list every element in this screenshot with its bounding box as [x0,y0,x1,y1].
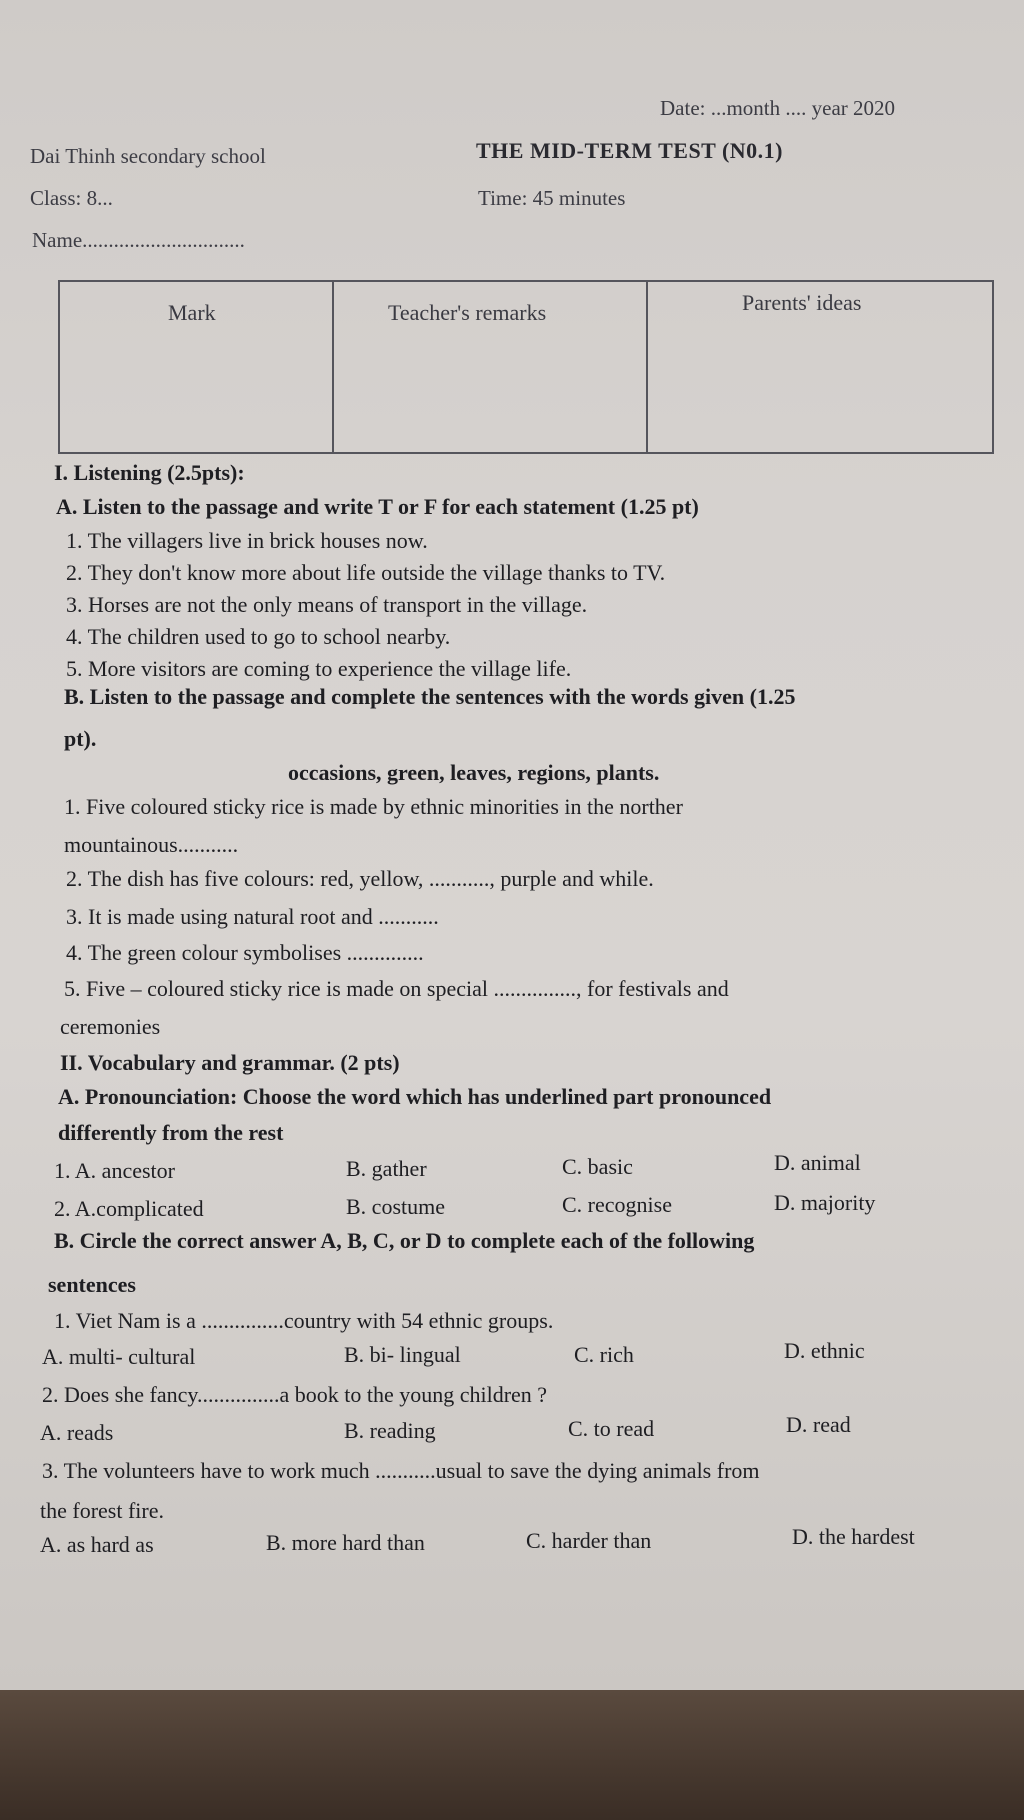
completion-item-cont: ceremonies [60,1014,161,1039]
grammar-q2: 2. Does she fancy...............a book to the young children ? [42,1382,548,1407]
grammar-q3-d: D. the hardest [792,1524,915,1549]
tf-item: 5. More visitors are coming to experience the village life. [66,656,572,681]
grammar-q2-d: D. read [786,1412,851,1437]
listening-b-instruction-cont: pt). [64,726,97,751]
test-title: THE MID-TERM TEST (N0.1) [476,138,784,163]
completion-item: 2. The dish has five colours: red, yellow, ..........., purple and while. [66,866,654,891]
completion-item: 5. Five – coloured sticky rice is made on special ..............., for festivals and [64,976,729,1001]
tf-item: 4. The children used to go to school nearby. [66,624,451,649]
teacher-remarks-label: Teacher's remarks [388,300,547,325]
listening-a-instruction: A. Listen to the passage and write T or F for each statement (1.25 pt) [56,494,699,519]
grammar-q1-d: D. ethnic [784,1338,865,1363]
grammar-q2-c: C. to read [568,1416,655,1441]
pron-q2-a: 2. A.complicated [54,1196,204,1221]
school-name: Dai Thinh secondary school [30,144,266,168]
grammar-q1-a: A. multi- cultural [42,1344,196,1369]
pron-q1-b: B. gather [346,1156,427,1181]
pronunciation-instruction-cont: differently from the rest [58,1120,284,1145]
completion-item-cont: mountainous........... [64,832,239,857]
grammar-q3-cont: the forest fire. [40,1498,164,1523]
completion-item: 3. It is made using natural root and ........... [66,904,439,929]
tf-item: 3. Horses are not the only means of transport in the village. [66,592,588,617]
grammar-q3-b: B. more hard than [266,1530,425,1555]
section-vocab-heading: II. Vocabulary and grammar. (2 pts) [60,1050,400,1075]
name-line: Name............................... [32,228,245,252]
mark-table [58,280,994,454]
grammar-q1-b: B. bi- lingual [344,1342,461,1367]
grammar-q1: 1. Viet Nam is a ...............country with 54 ethnic groups. [54,1308,554,1333]
pron-q1-d: D. animal [774,1150,861,1175]
grammar-instruction-cont: sentences [48,1272,136,1297]
grammar-q2-b: B. reading [344,1418,436,1443]
grammar-q3-a: A. as hard as [40,1532,154,1557]
pron-q1-a: 1. A. ancestor [54,1158,175,1183]
pron-q1-c: C. basic [562,1154,633,1179]
pronunciation-instruction: A. Pronounciation: Choose the word which has underlined part pronounced [58,1084,772,1109]
tf-item: 2. They don't know more about life outside the village thanks to TV. [66,560,666,585]
listening-b-instruction: B. Listen to the passage and complete the sentences with the words given (1.25 [64,684,796,709]
class-line: Class: 8... [30,186,113,210]
tf-item: 1. The villagers live in brick houses now. [66,528,428,553]
pron-q2-b: B. costume [346,1194,445,1219]
word-bank: occasions, green, leaves, regions, plants. [288,760,660,785]
table-divider [646,282,648,452]
parents-ideas-label: Parents' ideas [742,290,862,315]
pron-q2-c: C. recognise [562,1192,672,1217]
table-divider [332,282,334,452]
completion-item: 4. The green colour symbolises .............. [66,940,424,965]
floor-background [0,1690,1024,1820]
mark-label: Mark [168,300,216,325]
time-line: Time: 45 minutes [478,186,626,210]
grammar-q2-a: A. reads [40,1420,114,1445]
pron-q2-d: D. majority [774,1190,876,1215]
grammar-instruction: B. Circle the correct answer A, B, C, or D to complete each of the following [54,1228,755,1253]
grammar-q3-c: C. harder than [526,1528,652,1553]
date-line: Date: ...month .... year 2020 [660,96,896,120]
grammar-q3: 3. The volunteers have to work much ...........usual to save the dying animals from [42,1458,760,1483]
grammar-q1-c: C. rich [574,1342,634,1367]
section-listening-heading: I. Listening (2.5pts): [54,460,245,485]
completion-item: 1. Five coloured sticky rice is made by ethnic minorities in the norther [64,794,683,819]
